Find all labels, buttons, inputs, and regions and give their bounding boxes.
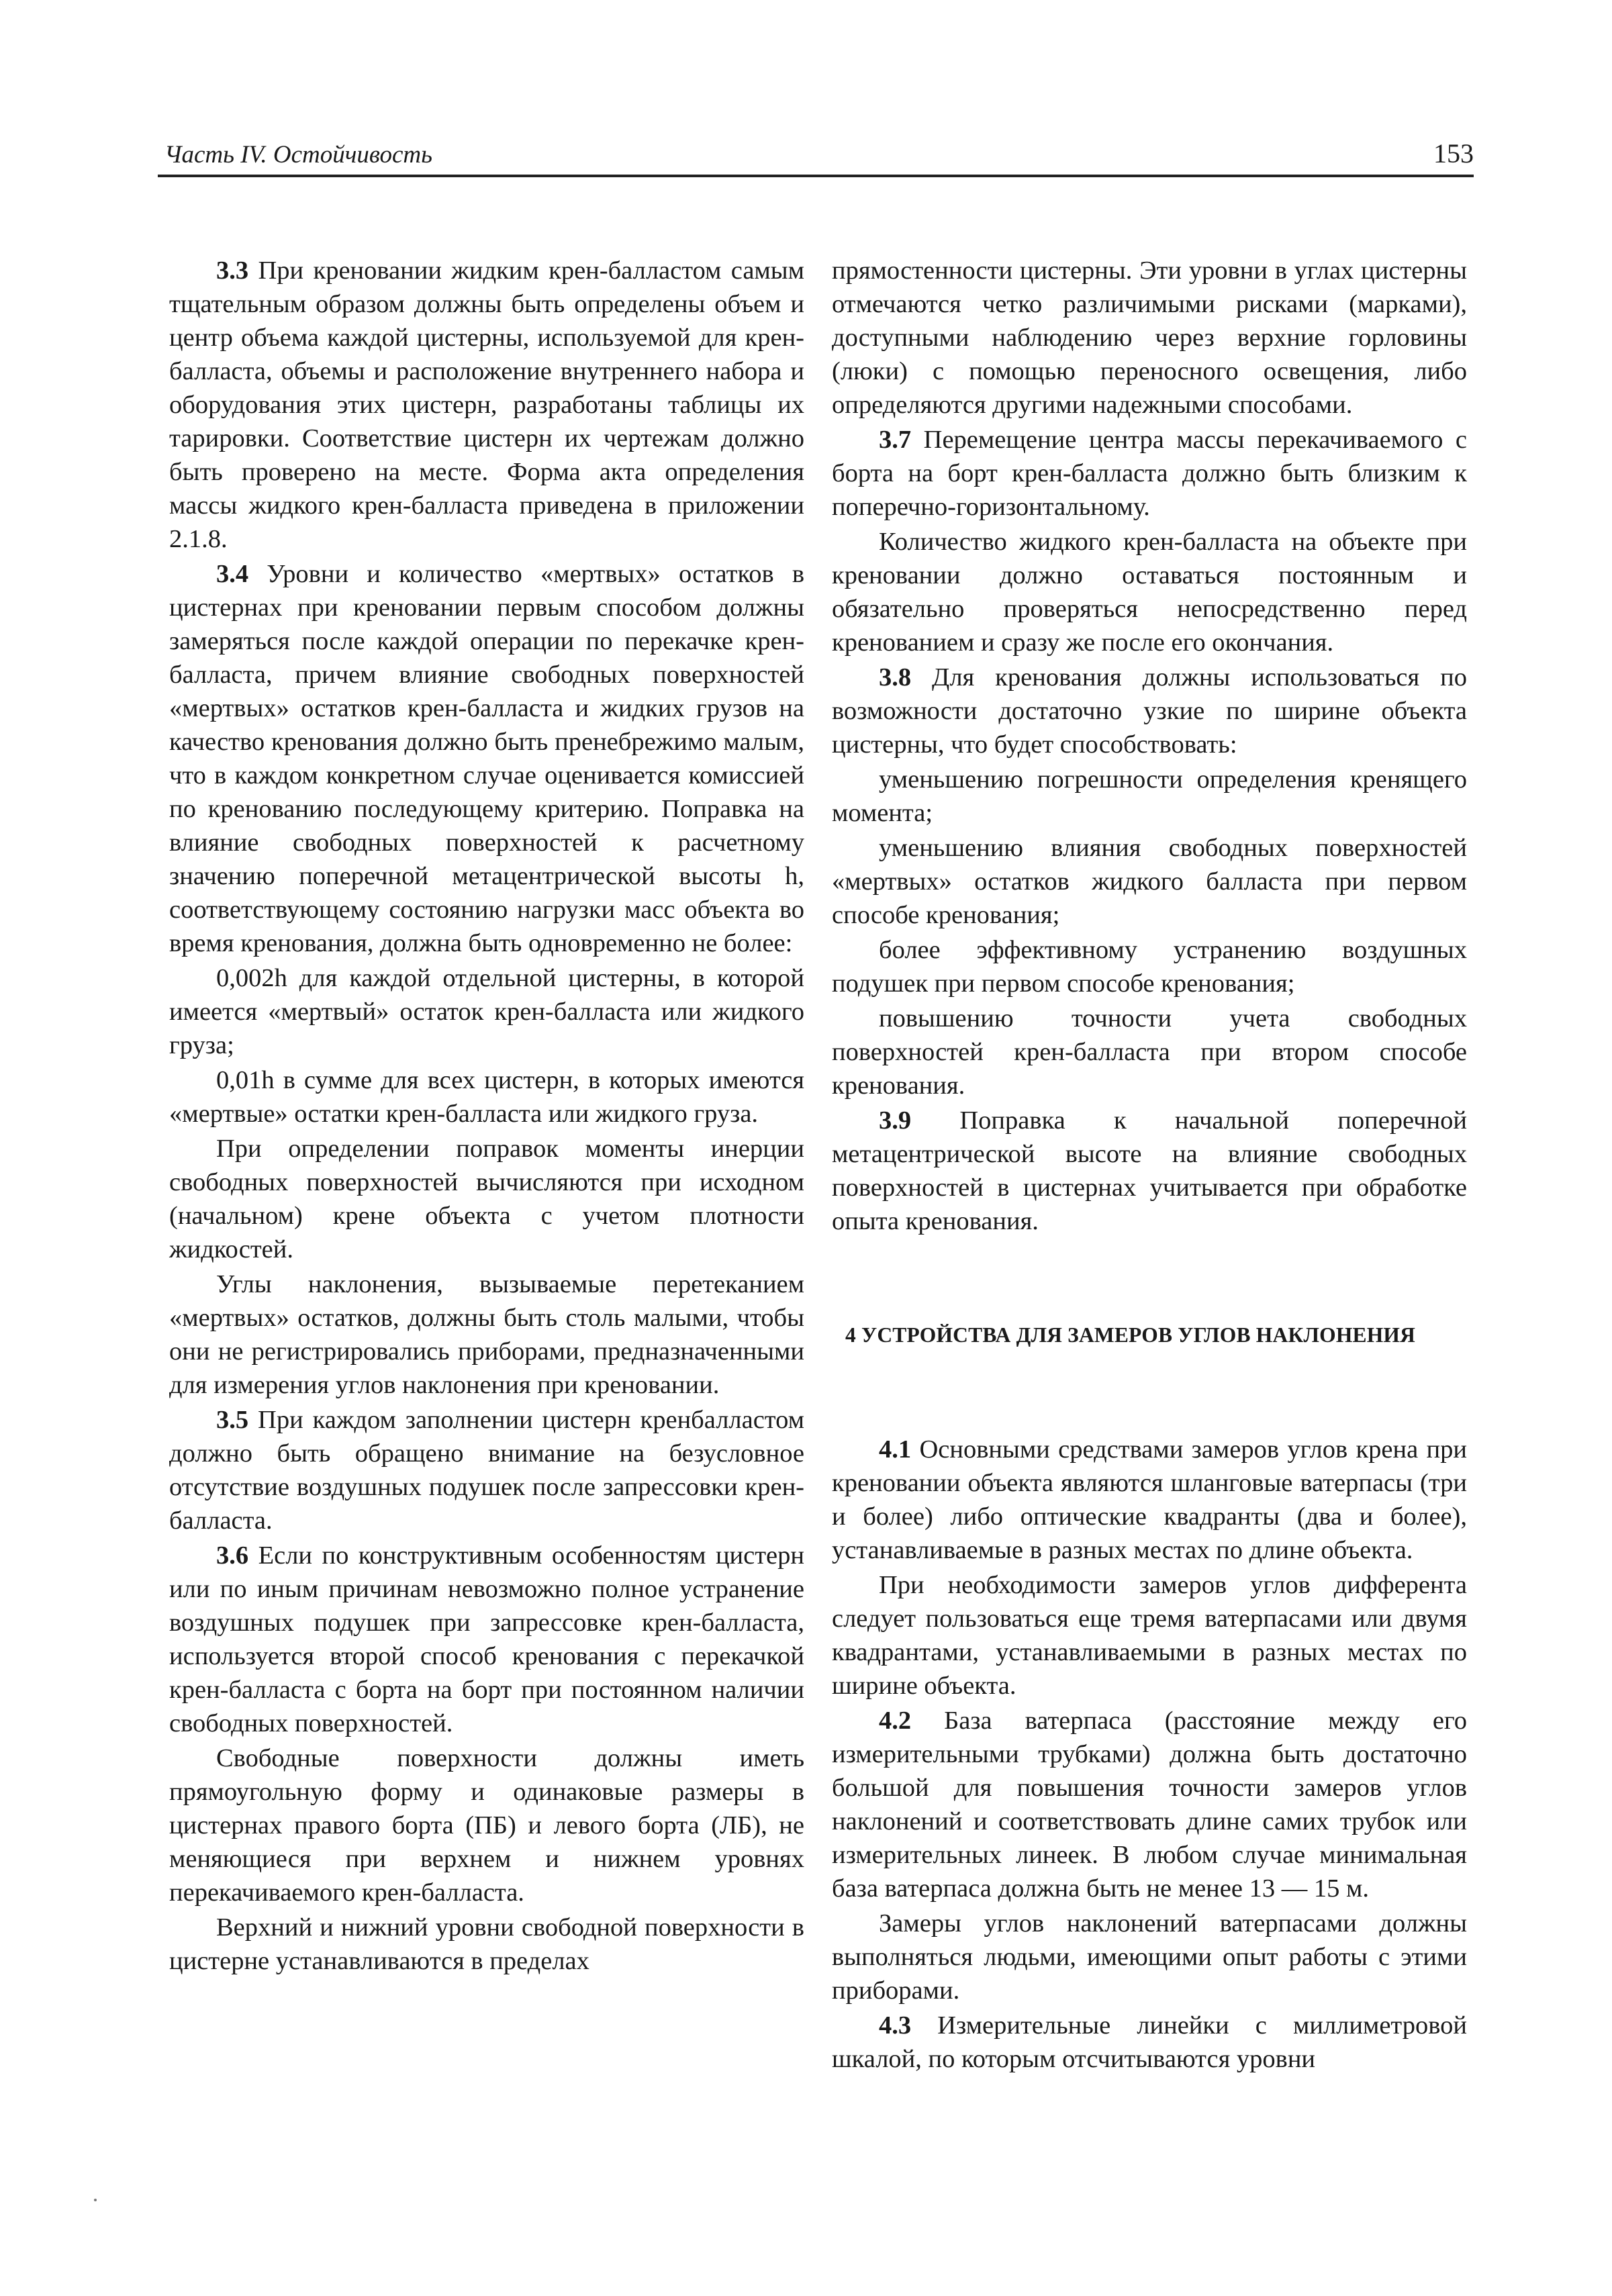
paragraph-text: более эффективному устранению воздушных подушек при первом способе кренования; (832, 936, 1467, 998)
clause-number: 3.5 (216, 1406, 249, 1434)
clause-number: 4.1 (879, 1435, 912, 1464)
paragraph-text: прямостенности цистерны. Эти уровни в углах цистерны отмечаются четко различимыми рисками (марками), доступными наблюдению через верхние горловины (люки) с помощью переносного освещения, либо определяются другими надежными способами. (832, 256, 1467, 419)
running-title: Часть IV. Остойчивость (164, 141, 432, 169)
right-column-top (832, 254, 1467, 1238)
paragraph-text: уменьшению влияния свободных поверхностей «мертвых» остатков жидкого балласта при первом способе кренования; (832, 834, 1467, 929)
left-column (169, 254, 804, 1979)
paragraph (832, 1907, 1467, 2007)
paragraph-text: Основными средствами замеров углов крена при креновании объекта являются шланговые ватерпасы (три и более) либо оптические квадранты (два и более), устанавливаемые в разных местах по длине объекта. (832, 1435, 1467, 1564)
paragraph-text: База ватерпаса (расстояние между его измерительными трубками) должна быть достаточно большой для повышения точности замеров углов наклонений и соответствовать длине самих трубок или измерительных линеек. В любом случае минимальная база ватерпаса должна быть не менее 13 — 15 м. (832, 1707, 1467, 1903)
paragraph (832, 1704, 1467, 1905)
paragraph (832, 831, 1467, 932)
paragraph-text: Замеры углов наклонений ватерпасами должны выполняться людьми, имеющими опыт работы с этими приборами. (832, 1909, 1467, 2005)
paragraph-text: Измерительные линейки с миллиметровой шкалой, по которым отсчитываются уровни (832, 2011, 1467, 2073)
paragraph (169, 1911, 804, 1978)
paragraph-text: При каждом заполнении цистерн кренбалластом должно быть обращено внимание на безусловное отсутствие воздушных подушек после запрессовки крен-балласта. (169, 1406, 804, 1535)
paragraph (832, 933, 1467, 1000)
paragraph-text: Свободные поверхности должны иметь прямоугольную форму и одинаковые размеры в цистернах правого борта (ПБ) и левого борта (ЛБ), не меняющиеся при верхнем и нижнем уровнях перекачиваемого крен-балласта. (169, 1744, 804, 1907)
paragraph-text: Количество жидкого крен-балласта на объекте при креновании должно оставаться постоянным и обязательно проверяться непосредственно перед кренованием и сразу же после его окончания. (832, 528, 1467, 657)
clause-number: 3.9 (879, 1106, 912, 1135)
paragraph-text: Если по конструктивным особенностям цистерн или по иным причинам невозможно полное устранение воздушных подушек при запрессовке крен-балласта, используется второй способ кренования с перекачкой крен-балласта с борта на борт при постоянном наличии свободных поверхностей. (169, 1541, 804, 1737)
paragraph-text: Верхний и нижний уровни свободной поверхности в цистерне устанавливаются в пределах (169, 1913, 804, 1975)
right-column (832, 254, 1467, 2077)
paragraph (169, 557, 804, 960)
clause-number: 3.3 (216, 256, 249, 285)
paragraph-text: Для кренования должны использоваться по возможности достаточно узкие по ширине объекта цистерны, что будет способствовать: (832, 663, 1467, 759)
paragraph (169, 961, 804, 1062)
paragraph (832, 423, 1467, 524)
paragraph-text: Перемещение центра массы перекачиваемого с борта на борт крен-балласта должно быть близким к поперечно-горизонтальному. (832, 426, 1467, 521)
paragraph (832, 763, 1467, 830)
paragraph (832, 525, 1467, 659)
paragraph-text: 0,01h в сумме для всех цистерн, в которых имеются «мертвые» остатки крен-балласта или жидкого груза. (169, 1066, 804, 1128)
paragraph-text: Углы наклонения, вызываемые перетеканием «мертвых» остатков, должны быть столь малыми, чтобы они не регистрировались приборами, предназначенными для измерения углов наклонения при креновании. (169, 1270, 804, 1399)
paragraph-text: Поправка к начальной поперечной метацентрической высоте на влияние свободных поверхностей в цистернах учитывается при обработке опыта кренования. (832, 1106, 1467, 1235)
clause-number: 4.3 (879, 2011, 912, 2040)
paragraph-text: повышению точности учета свободных поверхностей крен-балласта при втором способе кренования. (832, 1004, 1467, 1100)
paragraph (832, 661, 1467, 761)
paragraph (832, 2009, 1467, 2076)
paragraph (169, 1132, 804, 1266)
clause-number: 3.8 (879, 663, 912, 691)
paragraph (169, 1741, 804, 1909)
clause-number: 3.4 (216, 560, 249, 588)
paragraph-text: Уровни и количество «мертвых» остатков в цистернах при креновании первым способом должны замеряться после каждой операции по перекачке крен-балласта, причем влияние свободных поверхностей «мертвых» остатков крен-балласта и жидких грузов на качество кренования должно быть пренебрежимо малым, что в каждом конкретном случае оценивается комиссией по кренованию последующему критерию. Поправка на влияние свободных поверхностей к расчетному значению поперечной метацентрической высоты h, соответствующему состоянию нагрузки масс объекта во время кренования, должна быть одновременно не более: (169, 560, 804, 957)
paragraph-text: уменьшению погрешности определения кренящего момента; (832, 765, 1467, 827)
section-heading: 4 УСТРОЙСТВА ДЛЯ ЗАМЕРОВ УГЛОВ НАКЛОНЕНИЯ (845, 1323, 1416, 1347)
paragraph (169, 1403, 804, 1537)
paragraph (169, 1267, 804, 1402)
clause-number: 4.2 (879, 1707, 912, 1735)
clause-number: 3.7 (879, 426, 912, 454)
scan-speck (94, 2199, 97, 2201)
paragraph (169, 1063, 804, 1131)
paragraph-text: При определении поправок моменты инерции свободных поверхностей вычисляются при исходном (начальном) крене объекта с учетом плотности жидкостей. (169, 1135, 804, 1263)
right-column-bottom (832, 1433, 1467, 2076)
paragraph (832, 254, 1467, 422)
paragraph (169, 254, 804, 556)
paragraph (169, 1539, 804, 1740)
page-number: 153 (1433, 138, 1474, 169)
paragraph (832, 1104, 1467, 1238)
paragraph (832, 1433, 1467, 1567)
paragraph-text: 0,002h для каждой отдельной цистерны, в которой имеется «мертвый» остаток крен-балласта или жидкого груза; (169, 964, 804, 1059)
paragraph-text: При креновании жидким крен-балластом самым тщательным образом должны быть определены объем и центр объема каждой цистерны, используемой для крен-балласта, объемы и расположение внутреннего набора и оборудования этих цистерн, разработаны таблицы их тарировки. Соответствие цистерн их чертежам должно быть проверено на месте. Форма акта определения массы жидкого крен-балласта приведена в приложении 2.1.8. (169, 256, 804, 553)
paragraph (832, 1568, 1467, 1703)
paragraph-text: При необходимости замеров углов дифферента следует пользоваться еще тремя ватерпасами или двумя квадрантами, устанавливаемыми в разных местах по ширине объекта. (832, 1571, 1467, 1700)
paragraph (832, 1002, 1467, 1102)
clause-number: 3.6 (216, 1541, 249, 1570)
page-header (158, 133, 1474, 177)
